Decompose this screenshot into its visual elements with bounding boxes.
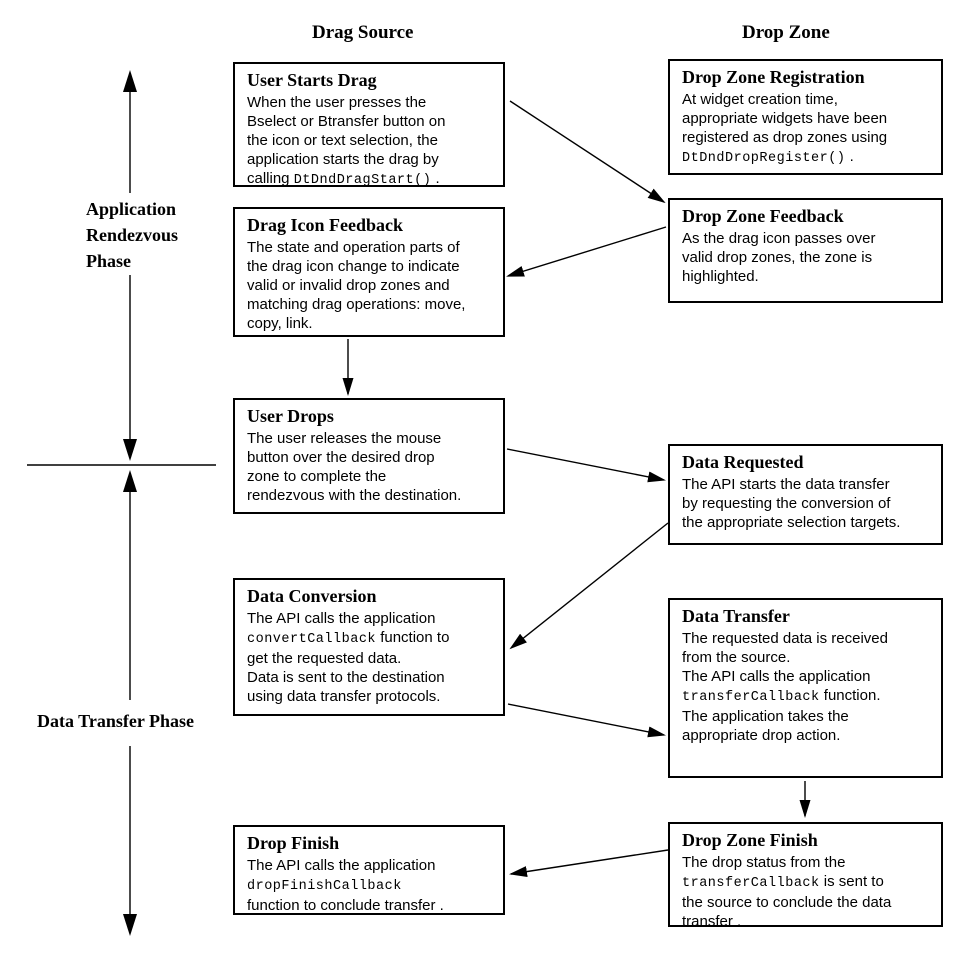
box-drop-zone-feedback <box>668 198 943 303</box>
box-title: Drop Zone Finish <box>682 830 818 850</box>
box-user-drops <box>233 398 505 514</box>
box-drop-finish <box>233 825 505 915</box>
box-data-conversion <box>233 578 505 716</box>
box-body: The requested data is received from the source. The API calls the application transferCallback function. The application takes the appropriate drop action. <box>682 630 888 744</box>
box-body: At widget creation time, appropriate widgets have been registered as drop zones using DtDndDropRegister() . <box>682 91 888 166</box>
arrow-data-requested-to-data-conversion <box>511 523 668 648</box>
box-user-starts-drag <box>233 62 505 187</box>
box-body: The API starts the data transfer by requesting the conversion of the appropriate selection targets. <box>682 476 901 531</box>
box-title: Data Transfer <box>682 606 790 626</box>
box-body: The API calls the application convertCallback function to get the requested data. Data is sent to the destination using data transfer protocols. <box>247 610 450 705</box>
box-title: Data Conversion <box>247 586 377 606</box>
box-body: The API calls the application dropFinishCallback function to conclude transfer . <box>247 857 444 914</box>
box-body: The drop status from the transferCallback is sent to the source to conclude the data transfer . <box>682 854 892 927</box>
box-drop-zone-registration <box>668 59 943 175</box>
phase-label-line: Rendezvous <box>86 225 179 245</box>
arrow-user-starts-drag-to-drop-zone-feedback <box>510 101 664 202</box>
box-drop-zone-finish <box>668 822 943 927</box>
phase-label-line: Application <box>86 199 177 219</box>
box-body: As the drag icon passes over valid drop zones, the zone is highlighted. <box>682 230 876 285</box>
phase-label-data-transfer: Data Transfer Phase <box>37 711 194 731</box>
phase-label-line: Phase <box>86 251 131 271</box>
column-header-drop-zone: Drop Zone <box>742 22 830 43</box>
box-title: Drop Zone Registration <box>682 67 865 87</box>
arrow-drop-zone-feedback-to-drag-icon-feedback <box>508 227 666 276</box>
arrow-drop-zone-finish-to-drop-finish <box>511 850 668 874</box>
box-body: When the user presses the Bselect or Btransfer button on the icon or text selection, the application starts the drag by calling DtDndDragStart() . <box>247 94 446 187</box>
phase-label-application-rendezvous <box>86 196 178 274</box>
box-title: Data Requested <box>682 452 804 472</box>
box-body: The state and operation parts of the drag icon change to indicate valid or invalid drop zones and matching drag operations: move, copy, link. <box>247 239 466 332</box>
box-drag-icon-feedback <box>233 207 505 337</box>
box-title: User Starts Drag <box>247 70 377 90</box>
box-body: The user releases the mouse button over the desired drop zone to complete the rendezvous with the destination. <box>247 430 462 504</box>
box-title: User Drops <box>247 406 334 426</box>
box-title: Drop Zone Feedback <box>682 206 844 226</box>
arrow-user-drops-to-data-requested <box>507 449 664 480</box>
box-data-transfer <box>668 598 943 778</box>
column-header-drag-source: Drag Source <box>312 22 414 43</box>
arrow-data-conversion-to-data-transfer <box>508 704 664 735</box>
box-title: Drag Icon Feedback <box>247 215 403 235</box>
box-data-requested <box>668 444 943 545</box>
box-title: Drop Finish <box>247 833 340 853</box>
